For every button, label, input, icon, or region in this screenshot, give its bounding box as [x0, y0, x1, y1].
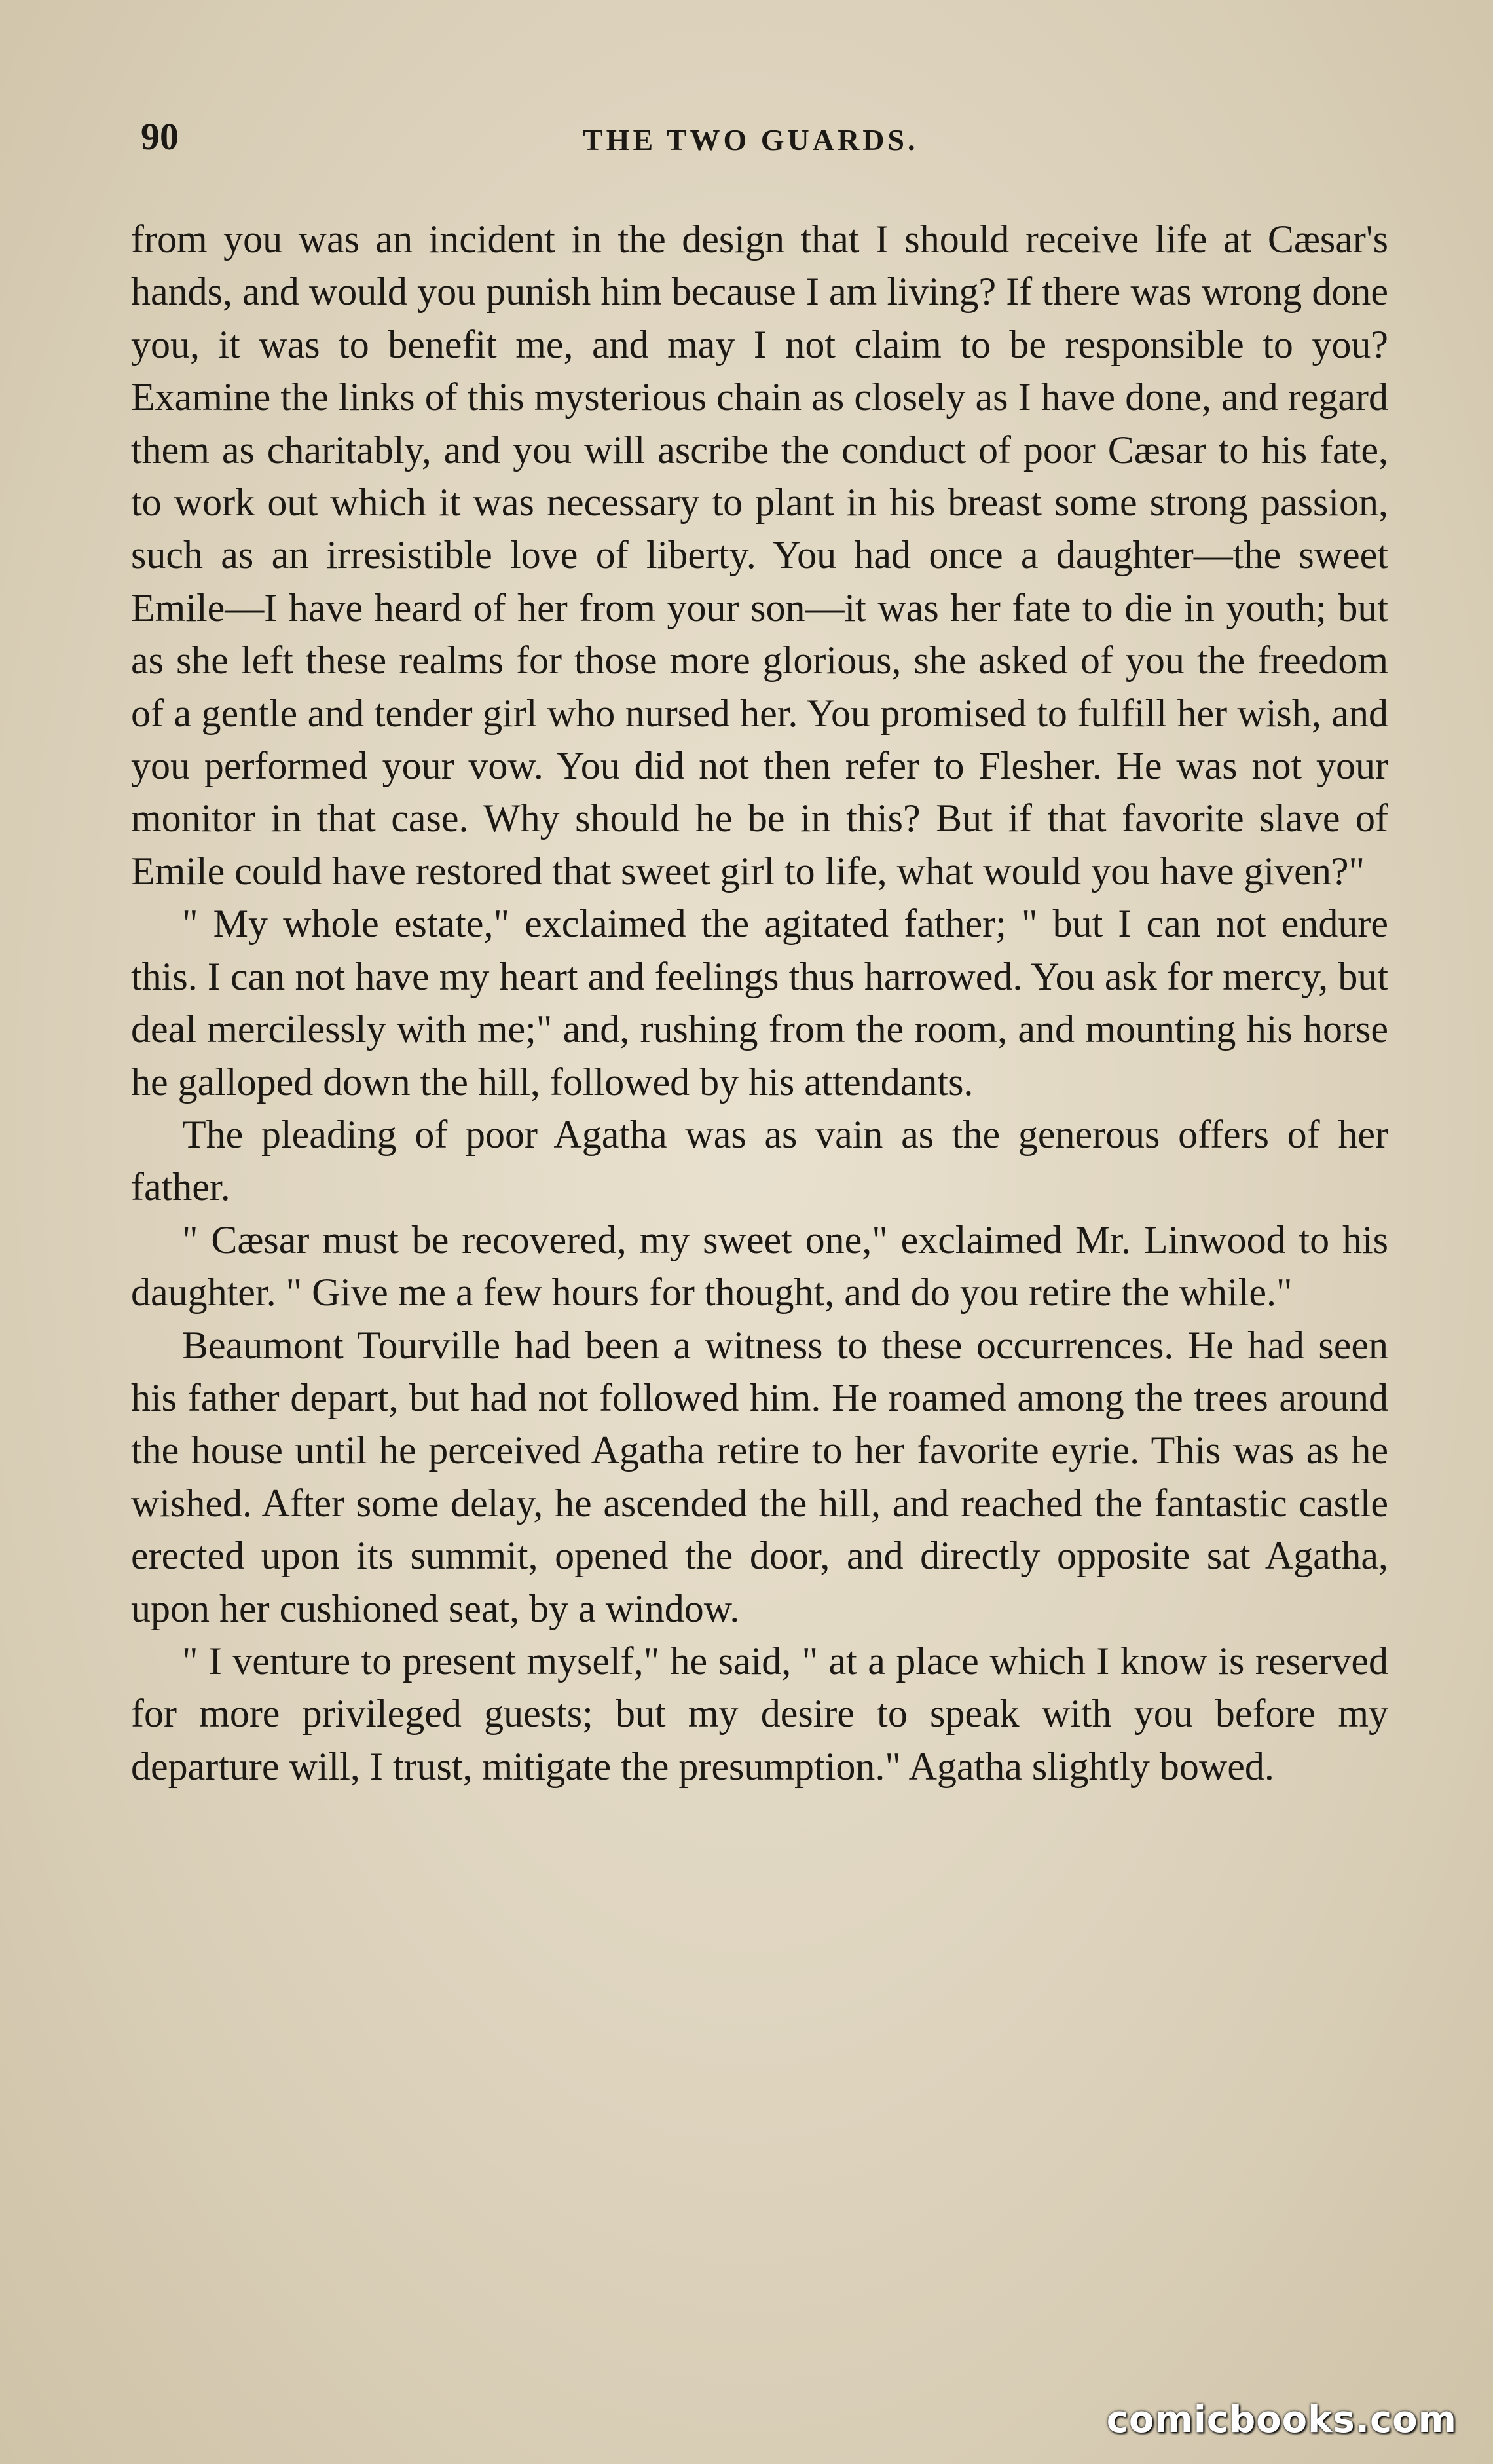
paragraph-6: " I venture to present myself," he said, " at a place which I know is reserved for more privileged guests; but my desire to speak with you before my departure will, I trust, mitigate the presumption." Agatha slightly bowed. — [131, 1639, 1388, 1788]
running-head: THE TWO GUARDS. — [583, 123, 919, 157]
paragraph-1: from you was an incident in the design that I should receive life at Cæsar's hands, and would you punish him because I am living? If there was wrong done you, it was to benefit me, and may I not claim to be responsible to you? Examine the links of this mysterious chain as closely as I have done, and regard them as charitably, and you will ascribe the conduct of poor Cæsar to his fate, to work out which it was necessary to plant in his breast some strong passion, such as an irresistible love of liberty. You had once a daughter—the sweet Emile—I have heard of her from your son—it was her fate to die in youth; but as she left these realms for those more glorious, she asked of you the freedom of a gentle and tender girl who nursed her. You promised to fulfill her wish, and you performed your vow. You did not then refer to Flesher. He was not your monitor in that case. Why should he be in this? But if that favorite slave of Emile could have restored that sweet girl to life, what would you have given?" — [131, 217, 1388, 893]
page-header — [141, 115, 1401, 167]
paragraph-2: " My whole estate," exclaimed the agitated father; " but I can not endure this. I can not have my heart and feelings thus harrowed. You ask for mercy, but deal mercilessly with me;" and, rushing from the room, and mounting his horse he galloped down the hill, followed by his attendants. — [131, 902, 1388, 1104]
watermark: comicbooks.com — [1106, 2399, 1457, 2441]
paragraph-4: " Cæsar must be recovered, my sweet one," exclaimed Mr. Linwood to his daughter. " Give me a few hours for thought, and do you retire the while." — [131, 1218, 1388, 1315]
page-number: 90 — [141, 115, 179, 158]
page-body — [131, 213, 1388, 1793]
paragraph-5: Beaumont Tourville had been a witness to these occurrences. He had seen his father depart, but had not followed him. He roamed among the trees around the house until he perceived Agatha retire to her favorite eyrie. This was as he wished. After some delay, he ascended the hill, and reached the fantastic castle erected upon its summit, opened the door, and directly opposite sat Agatha, upon her cushioned seat, by a window. — [131, 1323, 1388, 1630]
paragraph-3: The pleading of poor Agatha was as vain as the generous offers of her father. — [131, 1112, 1388, 1209]
